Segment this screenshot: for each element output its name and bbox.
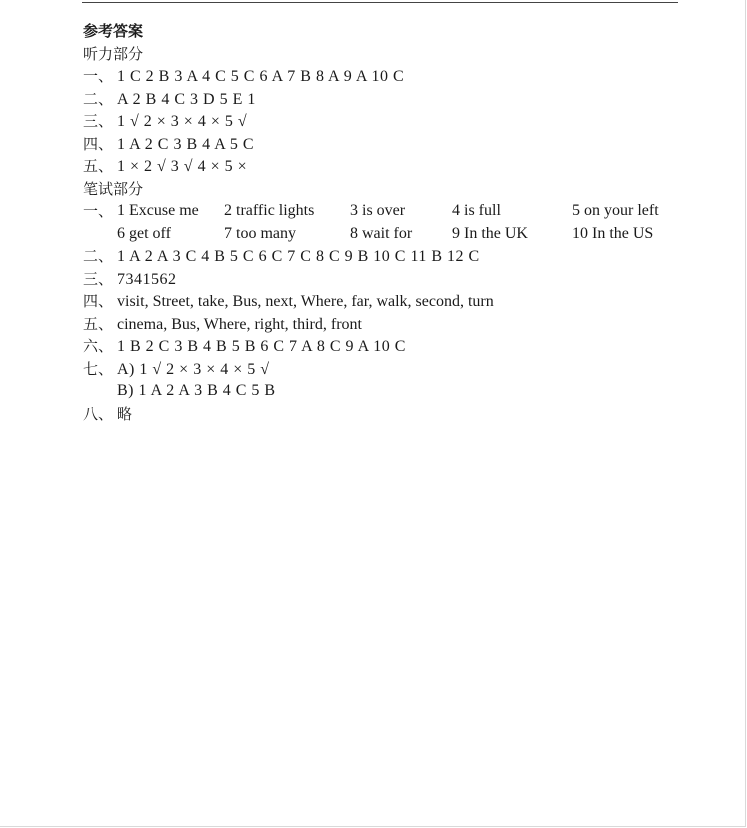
phrase-cell: 1 Excuse me (117, 202, 199, 219)
answer-text: 1 A 2 C 3 B 4 A 5 C (117, 135, 255, 153)
written-answer-row (83, 313, 683, 336)
answer-text: 1 C 2 B 3 A 4 C 5 C 6 A 7 B 8 A 9 A 10 C (117, 68, 405, 85)
written-answer-row (83, 268, 683, 291)
phrase-cell: 5 on your left (572, 202, 659, 219)
answer-text: 1 × 2 √ 3 √ 4 × 5 × (117, 158, 248, 175)
phrase-cell: 6 get off (117, 224, 171, 242)
question-number: 一、 (83, 67, 114, 85)
question-number: 二、 (83, 89, 114, 108)
answer-text: 1 B 2 C 3 B 4 B 5 B 6 C 7 A 8 C 9 A 10 C (117, 338, 406, 355)
answer-text: 1 A 2 A 3 C 4 B 5 C 6 C 7 C 8 C 9 B 10 C 11 B 12 C (117, 248, 480, 265)
answer-text: B) 1 A 2 A 3 B 4 C 5 B (117, 382, 276, 399)
written-answer-row (83, 245, 683, 268)
listening-answer-row (83, 88, 683, 111)
page-title: 参考答案 (83, 22, 144, 40)
listening-answer-row (83, 110, 683, 133)
question-number: 五、 (83, 157, 114, 175)
answer-content (83, 20, 683, 425)
question-number: 三、 (83, 112, 114, 130)
listening-answer-row (83, 65, 683, 88)
answer-text: 略 (117, 404, 133, 423)
written-q7-row (83, 358, 683, 381)
written-q1-row (83, 200, 683, 223)
answer-text: A 2 B 4 C 3 D 5 E 1 (117, 90, 256, 108)
written-answer-row (83, 335, 683, 358)
written-heading: 笔试部分 (83, 179, 144, 198)
question-number: 六、 (83, 337, 114, 355)
answer-text: visit, Street, take, Bus, next, Where, far, walk, second, turn (117, 293, 494, 310)
written-q7-row (83, 380, 683, 403)
question-number: 二、 (83, 247, 114, 265)
phrase-cell: 9 In the UK (452, 224, 528, 242)
answer-text: 7341562 (117, 270, 177, 288)
question-number: 三、 (83, 269, 114, 288)
question-number: 七、 (83, 359, 114, 378)
written-q8-row (83, 403, 683, 426)
answer-text: cinema, Bus, Where, right, third, front (117, 315, 362, 333)
written-answer-row (83, 290, 683, 313)
phrase-cell: 8 wait for (350, 224, 413, 242)
listening-answer-row (83, 133, 683, 156)
answer-text: 1 √ 2 × 3 × 4 × 5 √ (117, 113, 248, 130)
answer-text: A) 1 √ 2 × 3 × 4 × 5 √ (117, 360, 270, 378)
question-number: 四、 (83, 292, 114, 310)
question-number: 四、 (83, 134, 114, 153)
listening-heading: 听力部分 (83, 44, 144, 63)
phrase-cell: 4 is full (452, 202, 501, 219)
phrase-cell: 7 too many (224, 224, 296, 242)
phrase-cell: 10 In the US (572, 224, 654, 242)
top-rule (82, 2, 678, 3)
question-number: 五、 (83, 314, 114, 333)
written-q1-row (83, 223, 683, 246)
phrase-cell: 2 traffic lights (224, 202, 315, 219)
listening-answer-row (83, 155, 683, 178)
question-number: 一、 (83, 202, 114, 220)
question-number: 八、 (83, 404, 114, 423)
phrase-cell: 3 is over (350, 202, 406, 219)
